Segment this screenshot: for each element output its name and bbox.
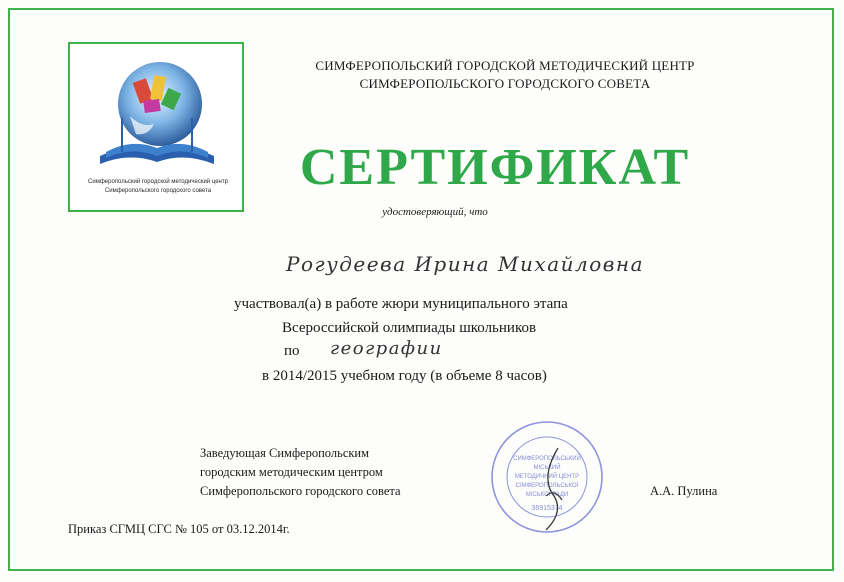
header-line1: СИМФЕРОПОЛЬСКИЙ ГОРОДСКОЙ МЕТОДИЧЕСКИЙ ЦЕНТР bbox=[315, 58, 695, 73]
signatory-line2: городским методическим центром bbox=[200, 465, 383, 479]
subtitle: удостоверяющий, что bbox=[382, 206, 488, 218]
stamp-center-line2: МІСЬКИЙ bbox=[533, 465, 561, 471]
globe-book-logo-icon bbox=[92, 56, 222, 174]
po-label: по bbox=[284, 343, 300, 359]
signatory-line1: Заведующая Симферопольским bbox=[200, 446, 370, 460]
body-line4: в 2014/2015 учебном году (в объеме 8 часов) bbox=[262, 368, 547, 384]
body-line2: Всероссийской олимпиады школьников bbox=[282, 320, 537, 336]
stamp-code: 36915374 bbox=[531, 505, 563, 512]
signatory-name: А.А. Пулина bbox=[650, 484, 718, 498]
stamp-center-line1: СИМФЕРОПОЛЬСЬКИЙ bbox=[513, 456, 581, 462]
stamp-center-line5: МІСЬКОЇ РАДИ bbox=[525, 492, 569, 498]
order-reference: Приказ СГМЦ СГС № 105 от 03.12.2014г. bbox=[68, 522, 290, 536]
header-line2: СИМФЕРОПОЛЬСКОГО ГОРОДСКОГО СОВЕТА bbox=[359, 76, 651, 91]
signatory-line3: Симферопольского городского совета bbox=[200, 484, 401, 498]
logo-caption-line1: Симферопольский городской методический центр bbox=[88, 179, 228, 185]
body-line1: участвовал(а) в работе жюри муниципального этапа bbox=[234, 296, 568, 312]
logo-frame bbox=[68, 42, 244, 212]
stamp-center-line4: СІМФЕРОПОЛЬСЬКОЇ bbox=[515, 483, 579, 489]
recipient-name: Рогудеева Ирина Михайловна bbox=[286, 252, 645, 276]
official-stamp-icon bbox=[488, 418, 606, 536]
logo-caption-line2: Симферопольского городского совета bbox=[104, 188, 212, 194]
certificate-title: СЕРТИФИКАТ bbox=[299, 139, 691, 196]
subject-handwritten: географии bbox=[330, 338, 443, 359]
stamp-center-line3: МЕТОДИЧНИЙ ЦЕНТР bbox=[514, 474, 580, 480]
